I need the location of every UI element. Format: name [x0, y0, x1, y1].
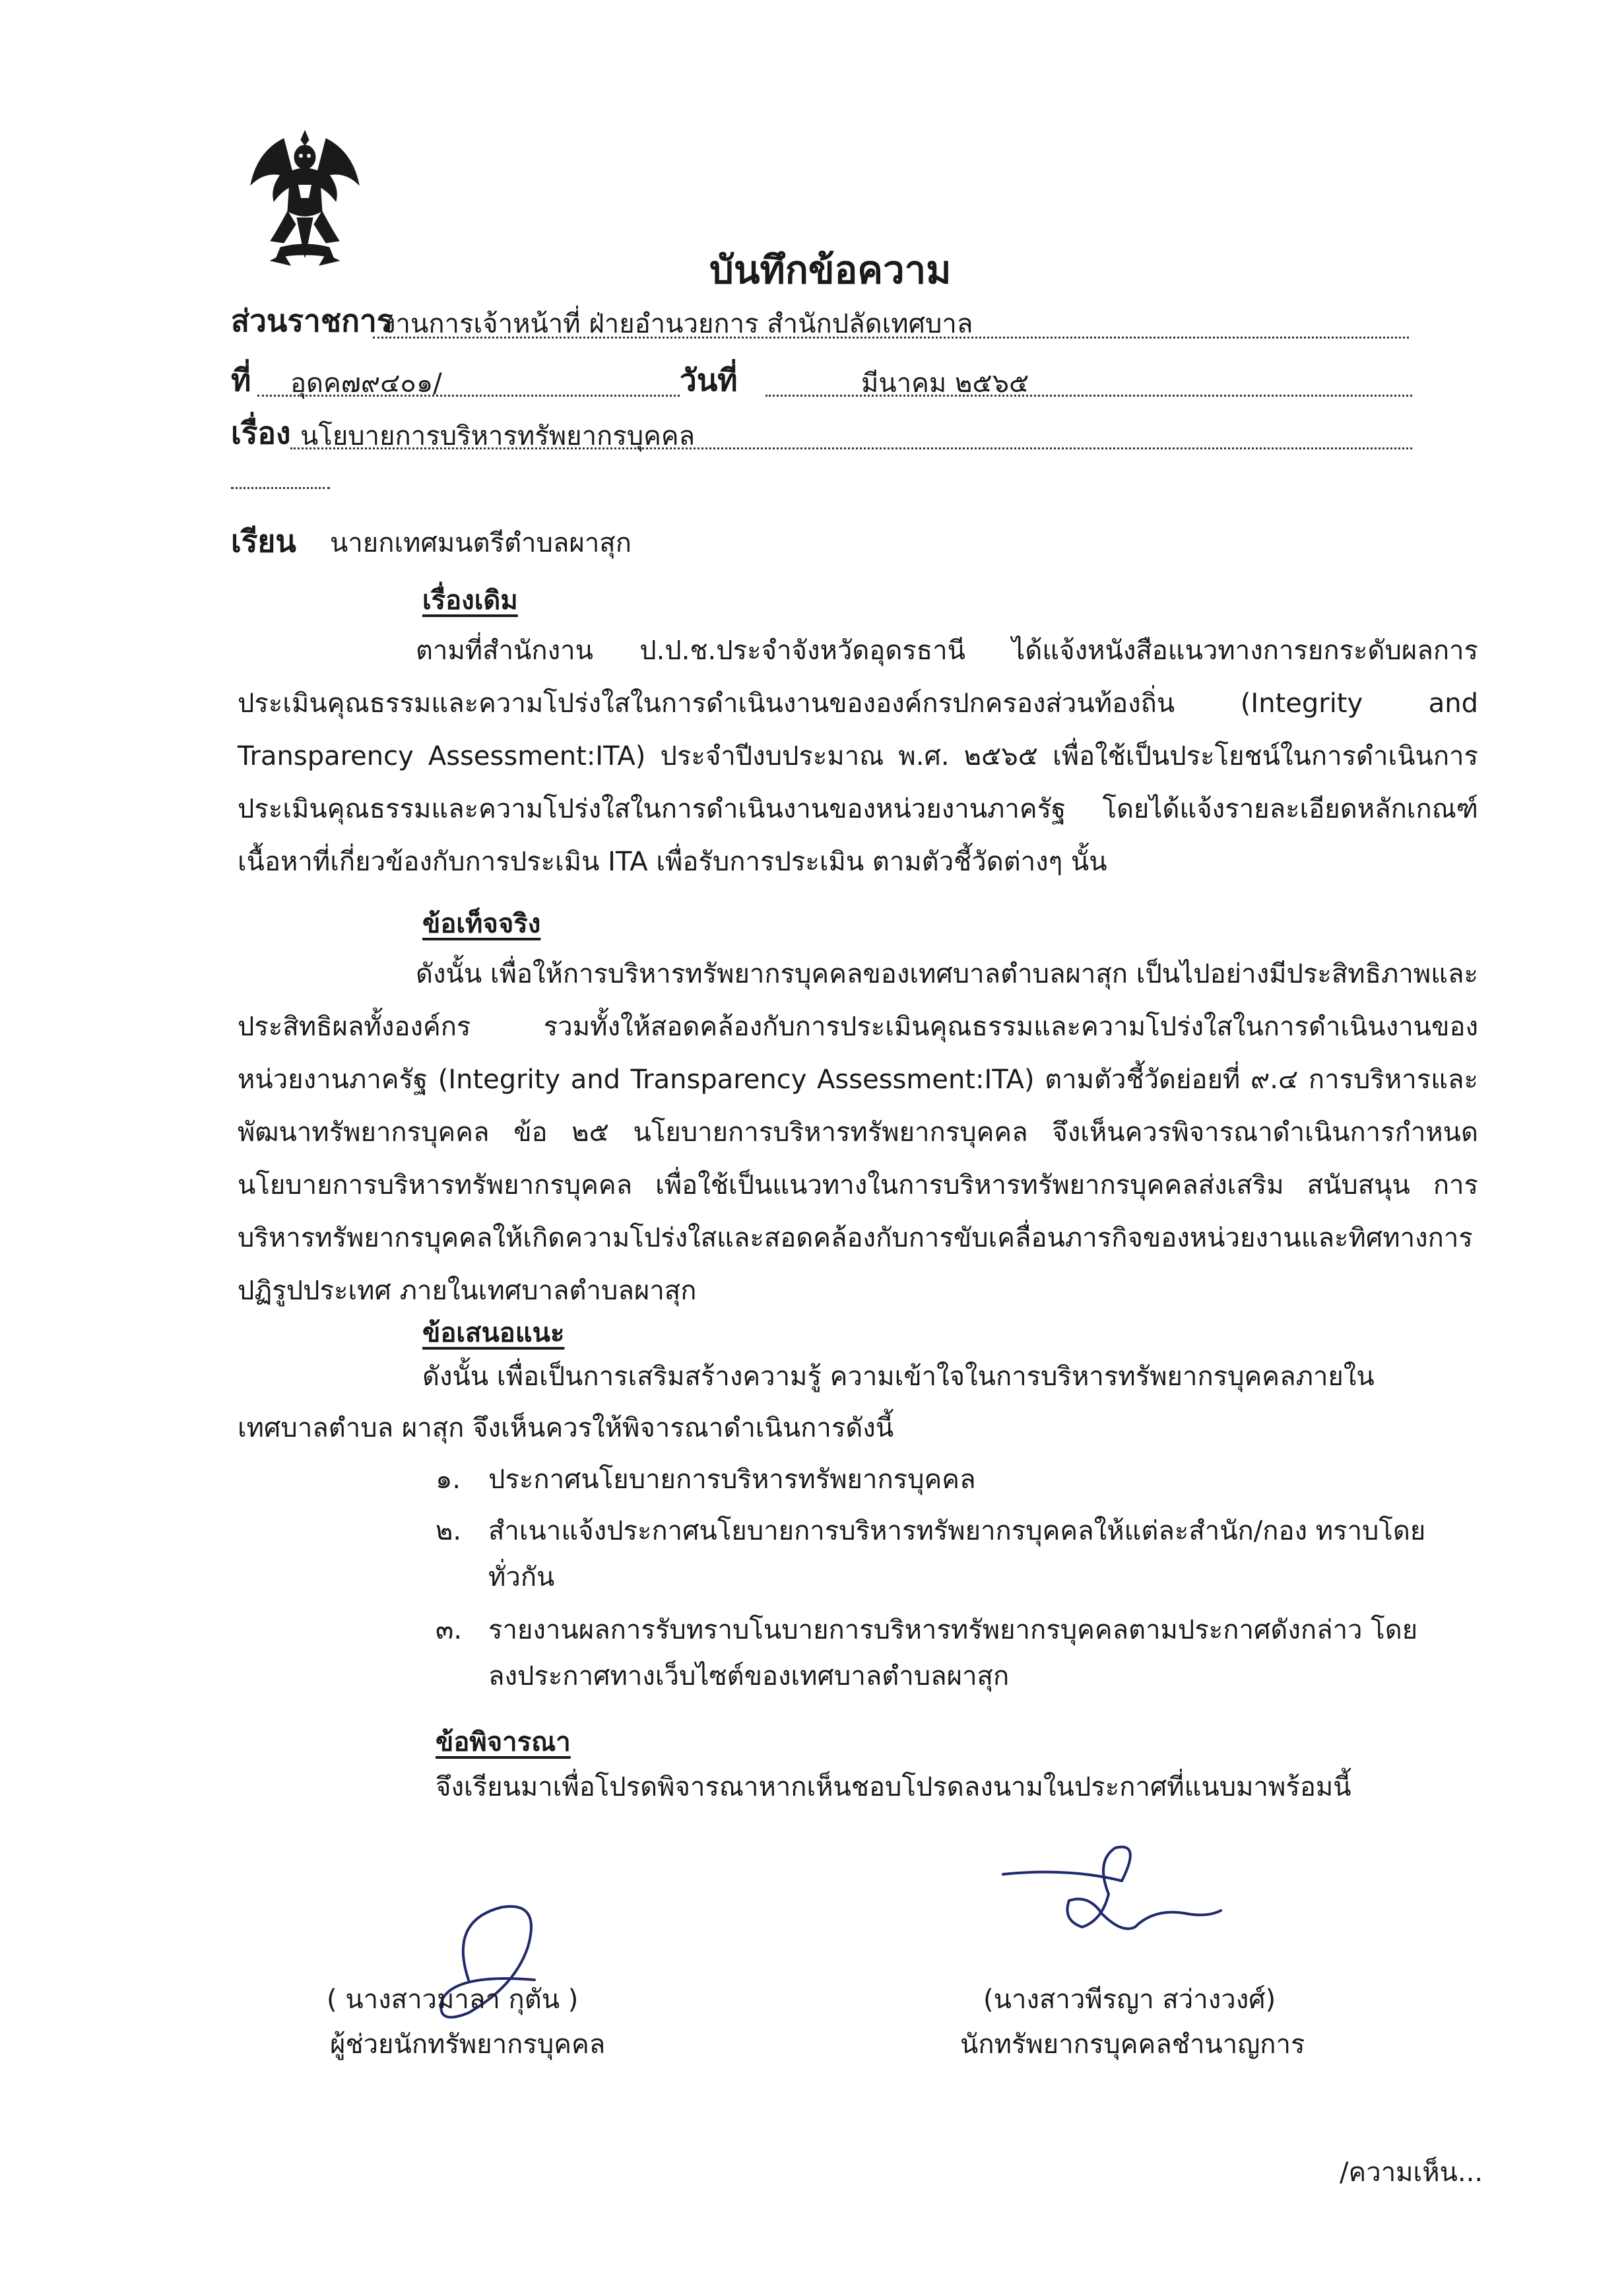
- signatory-left-name: ( นางสาวมาลา กุตัน ): [327, 1984, 579, 2015]
- subject-label: เรื่อง: [231, 415, 291, 451]
- signature-right-icon: [990, 1835, 1227, 1967]
- proposal-item-text: สำเนาแจ้งประกาศนโยบายการบริหารทรัพยากรบุคคลให้แต่ละสำนัก/กอง ทราบโดย: [488, 1516, 1426, 1546]
- proposal-item-text-continued: ลงประกาศทางเว็บไซต์ของเทศบาลตำบลผาสุก: [488, 1661, 1010, 1691]
- subject-continuation-line: [231, 487, 330, 489]
- proposal-item-text: รายงานผลการรับทราบโนบายการบริหารทรัพยากรบุคคลตามประกาศดังกล่าว โดย: [488, 1615, 1418, 1645]
- signatory-right-name: (นางสาวพีรญา สว่างวงศ์): [983, 1984, 1276, 2015]
- proposal-item-text: ประกาศนโยบายการบริหารทรัพยากรบุคคล: [488, 1464, 976, 1495]
- proposal-item-text-continued: ทั่วกัน: [488, 1562, 555, 1592]
- ref-value: อุดค๗๙๔๐๑/: [290, 368, 442, 399]
- continuation-marker: /ความเห็น...: [1340, 2157, 1483, 2188]
- subject-value: นโยบายการบริหารทรัพยากรบุคคล: [300, 421, 696, 451]
- memo-title: บันทึกข้อความ: [709, 247, 952, 292]
- signatory-right-position: นักทรัพยากรบุคคลชำนาญการ: [960, 2029, 1305, 2060]
- department-label: ส่วนราชการ: [231, 303, 393, 339]
- background-heading: เรื่องเดิม: [422, 585, 518, 616]
- proposal-intro-line1: ดังนั้น เพื่อเป็นการเสริมสร้างความรู้ ความเข้าใจในการบริหารทรัพยากรบุคคลภายใน: [422, 1361, 1375, 1392]
- proposal-heading: ข้อเสนอแนะ: [422, 1318, 565, 1348]
- garuda-emblem-icon: [244, 125, 366, 271]
- signatory-left-position: ผู้ช่วยนักทรัพยากรบุคคล: [330, 2029, 606, 2060]
- to-label: เรียน: [231, 523, 296, 559]
- facts-paragraph: ดังนั้น เพื่อให้การบริหารทรัพยากรบุคคลของเทศบาลตำบลผาสุก เป็นไปอย่างมีประสิทธิภาพและประสิทธิผลทั้งองค์กร รวมทั้งให้สอดคล้องกับการประเมินคุณธรรมและความโปร่งใสในการดำเนินงานของหน่วยงานภาครัฐ (Integrity and Transparency Assessment:ITA) ตามตัวชี้วัดย่อยที่ ๙.๔ การบริหารและพัฒนาทรัพยากรบุคคล ข้อ ๒๕ นโยบายการบริหารทรัพยากรบุคคล จึงเห็นควรพิจารณาดำเนินการกำหนดนโยบายการบริหารทรัพยากรบุคคล เพื่อใช้เป็นแนวทางในการบริหารทรัพยากรบุคคลส่งเสริม สนับสนุน การบริหารทรัพยากรบุคคลให้เกิดความโปร่งใสและสอดคล้องกับการขับเคลื่อนภารกิจของหน่วยงานและทิศทางการปฏิรูปประเทศ ภายในเทศบาลตำบลผาสุก: [238, 959, 1478, 1306]
- date-label: วันที่: [680, 362, 738, 398]
- background-paragraph: ตามที่สำนักงาน ป.ป.ช.ประจำจังหวัดอุดรธานี ได้แจ้งหนังสือแนวทางการยกระดับผลการประเมินคุณธรรมและความโปร่งใสในการดำเนินงานขององค์กรปกครองส่วนท้องถิ่น (Integrity and Transparency Assessment:ITA) ประจำปีงบประมาณ พ.ศ. ๒๕๖๕ เพื่อใช้เป็นประโยชน์ในการดำเนินการประเมินคุณธรรมและความโปร่งใสในการดำเนินงานของหน่วยงานภาครัฐ โดยได้แจ้งรายละเอียดหลักเกณฑ์เนื้อหาที่เกี่ยวข้องกับการประเมิน ITA เพื่อรับการประเมิน ตามตัวชี้วัดต่างๆ นั้น: [238, 636, 1478, 877]
- facts-heading: ข้อเท็จจริง: [422, 909, 541, 939]
- proposal-item-number: ๓.: [436, 1615, 463, 1645]
- date-value: มีนาคม ๒๕๖๕: [861, 368, 1029, 399]
- consideration-text: จึงเรียนมาเพื่อโปรดพิจารณาหากเห็นชอบโปรดลงนามในประกาศที่แนบมาพร้อมนี้: [436, 1772, 1351, 1802]
- proposal-item-number: ๑.: [436, 1464, 461, 1495]
- department-value: งานการเจ้าหน้าที่ ฝ่ายอำนวยการ สำนักปลัดเทศบาล: [383, 309, 973, 339]
- to-value: นายกเทศมนตรีตำบลผาสุก: [330, 528, 632, 558]
- ref-label: ที่: [231, 362, 251, 398]
- consideration-heading: ข้อพิจารณา: [436, 1727, 571, 1757]
- proposal-item-number: ๒.: [436, 1516, 462, 1546]
- proposal-intro-line2: เทศบาลตำบล ผาสุก จึงเห็นควรให้พิจารณาดำเนินการดังนี้: [238, 1413, 894, 1443]
